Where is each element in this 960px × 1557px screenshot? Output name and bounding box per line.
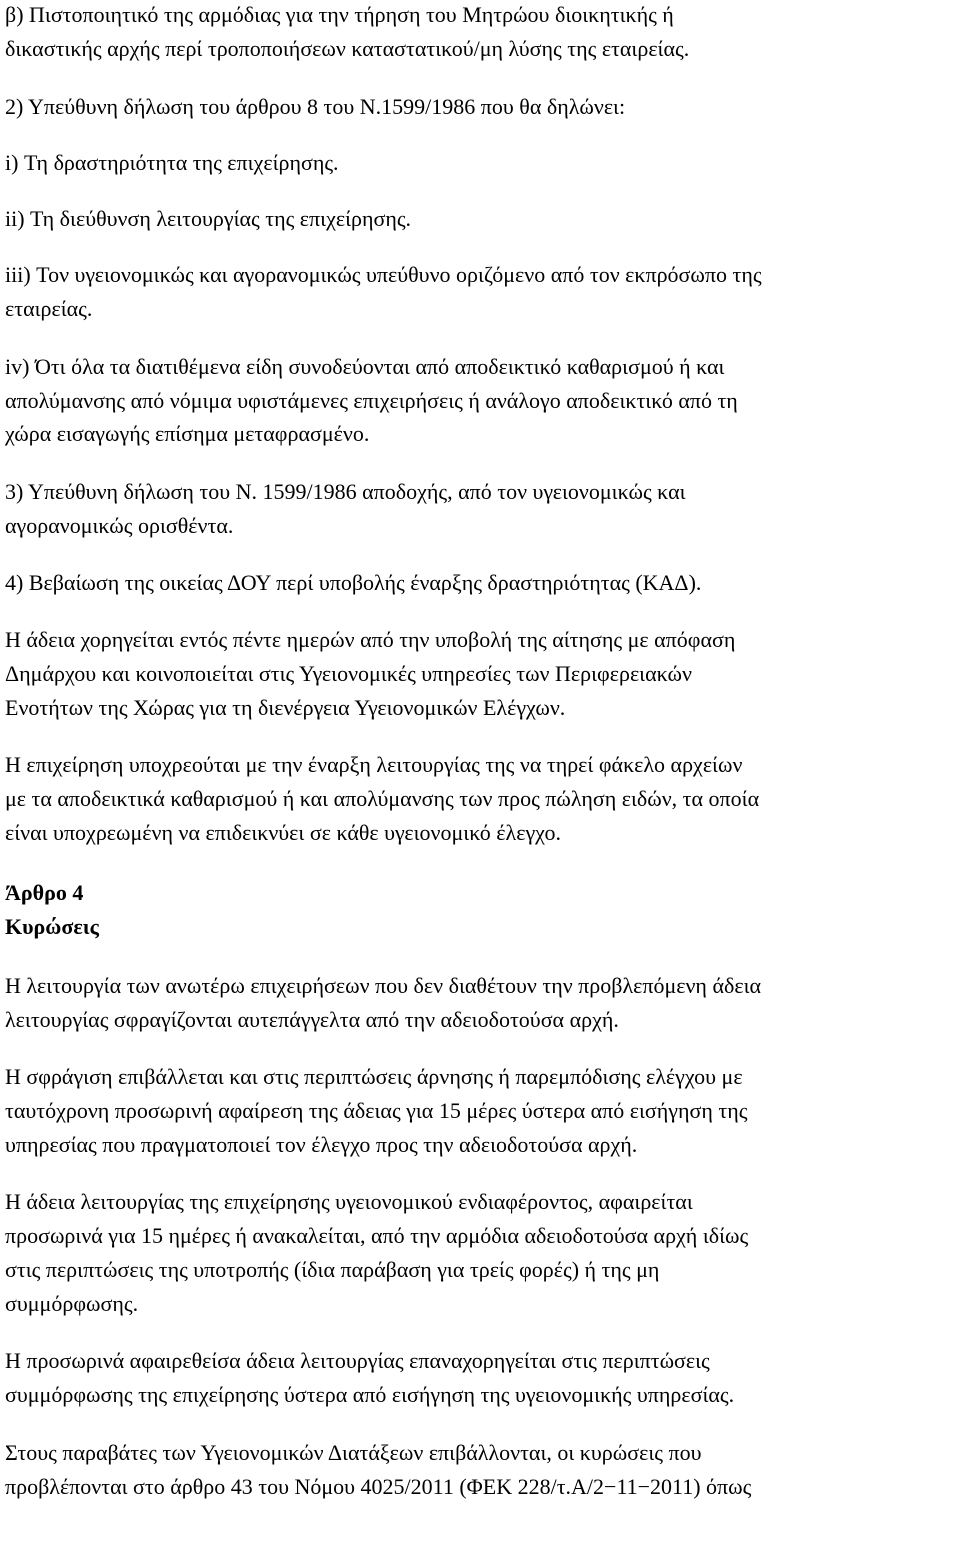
text-line: συμμόρφωσης.	[5, 1291, 139, 1316]
text-line: i) Τη δραστηριότητα της επιχείρησης.	[5, 150, 339, 175]
text-line: iii) Τον υγειονομικώς και αγορανομικώς υπεύθυνο οριζόμενο από τον εκπρόσωπο της	[5, 262, 762, 287]
text-line: 2) Υπεύθυνη δήλωση του άρθρου 8 του Ν.1599/1986 που θα δηλώνει:	[5, 94, 626, 119]
text-line: Δημάρχου και κοινοποιείται στις Υγειονομικές υπηρεσίες των Περιφερειακών	[5, 661, 692, 686]
text-line: ii) Τη διεύθυνση λειτουργίας της επιχείρησης.	[5, 206, 412, 231]
text-line: 3) Υπεύθυνη δήλωση του Ν. 1599/1986 αποδοχής, από τον υγειονομικώς και	[5, 479, 686, 504]
text-line: προσωρινά για 15 ημέρες ή ανακαλείται, από την αρμόδια αδειοδοτούσα αρχή ιδίως	[5, 1223, 749, 1248]
text-line: β) Πιστοποιητικό της αρμόδιας για την τήρηση του Μητρώου διοικητικής ή	[5, 2, 674, 27]
text-line: εταιρείας.	[5, 296, 93, 321]
text-line: δικαστικής αρχής περί τροποποιήσεων καταστατικού/μη λύσης της εταιρείας.	[5, 36, 690, 61]
article-title: Κυρώσεις	[5, 914, 99, 939]
text-line: συμμόρφωσης της επιχείρησης ύστερα από εισήγηση της υγειονομικής υπηρεσίας.	[5, 1382, 735, 1407]
text-line: Ενοτήτων της Χώρας για τη διενέργεια Υγειονομικών Ελέγχων.	[5, 695, 566, 720]
text-line: λειτουργίας σφραγίζονται αυτεπάγγελτα από την αδειοδοτούσα αρχή.	[5, 1007, 619, 1032]
text-line: Η λειτουργία των ανωτέρω επιχειρήσεων που δεν διαθέτουν την προβλεπόμενη άδεια	[5, 973, 762, 998]
text-line: 4) Βεβαίωση της οικείας ΔΟΥ περί υποβολής έναρξης δραστηριότητας (ΚΑΔ).	[5, 570, 702, 595]
text-line: απολύμανσης από νόμιμα υφιστάμενες επιχειρήσεις ή ανάλογο αποδεικτικό από τη	[5, 388, 738, 413]
text-line: χώρα εισαγωγής επίσημα μεταφρασμένο.	[5, 421, 370, 446]
text-line: αγορανομικώς ορισθέντα.	[5, 513, 234, 538]
text-line: υπηρεσίας που πραγματοποιεί τον έλεγχο προς την αδειοδοτούσα αρχή.	[5, 1132, 638, 1157]
text-line: προβλέπονται στο άρθρο 43 του Νόμου 4025/2011 (ΦΕΚ 228/τ.Α/2−11−2011) όπως	[5, 1474, 752, 1499]
text-line: Η άδεια λειτουργίας της επιχείρησης υγειονομικού ενδιαφέροντος, αφαιρείται	[5, 1189, 693, 1214]
text-line: με τα αποδεικτικά καθαρισμού ή και απολύμανσης των προς πώληση ειδών, τα οποία	[5, 786, 760, 811]
text-line: iv) Ότι όλα τα διατιθέμενα είδη συνοδεύονται από αποδεικτικό καθαρισμού ή και	[5, 354, 725, 379]
text-line: Η σφράγιση επιβάλλεται και στις περιπτώσεις άρνησης ή παρεμπόδισης ελέγχου με	[5, 1064, 743, 1089]
text-line: στις περιπτώσεις της υποτροπής (ίδια παράβαση για τρείς φορές) ή της μη	[5, 1257, 660, 1282]
text-line: Η προσωρινά αφαιρεθείσα άδεια λειτουργίας επαναχορηγείται στις περιπτώσεις	[5, 1348, 710, 1373]
text-line: είναι υποχρεωμένη να επιδεικνύει σε κάθε υγειονομικό έλεγχο.	[5, 820, 561, 845]
article-number: Άρθρο 4	[5, 880, 84, 905]
text-line: Η επιχείρηση υποχρεούται με την έναρξη λειτουργίας της να τηρεί φάκελο αρχείων	[5, 752, 743, 777]
text-line: Στους παραβάτες των Υγειονομικών Διατάξεων επιβάλλονται, οι κυρώσεις που	[5, 1440, 702, 1465]
text-line: Η άδεια χορηγείται εντός πέντε ημερών από την υποβολή της αίτησης με απόφαση	[5, 627, 736, 652]
text-line: ταυτόχρονη προσωρινή αφαίρεση της άδειας για 15 μέρες ύστερα από εισήγηση της	[5, 1098, 748, 1123]
